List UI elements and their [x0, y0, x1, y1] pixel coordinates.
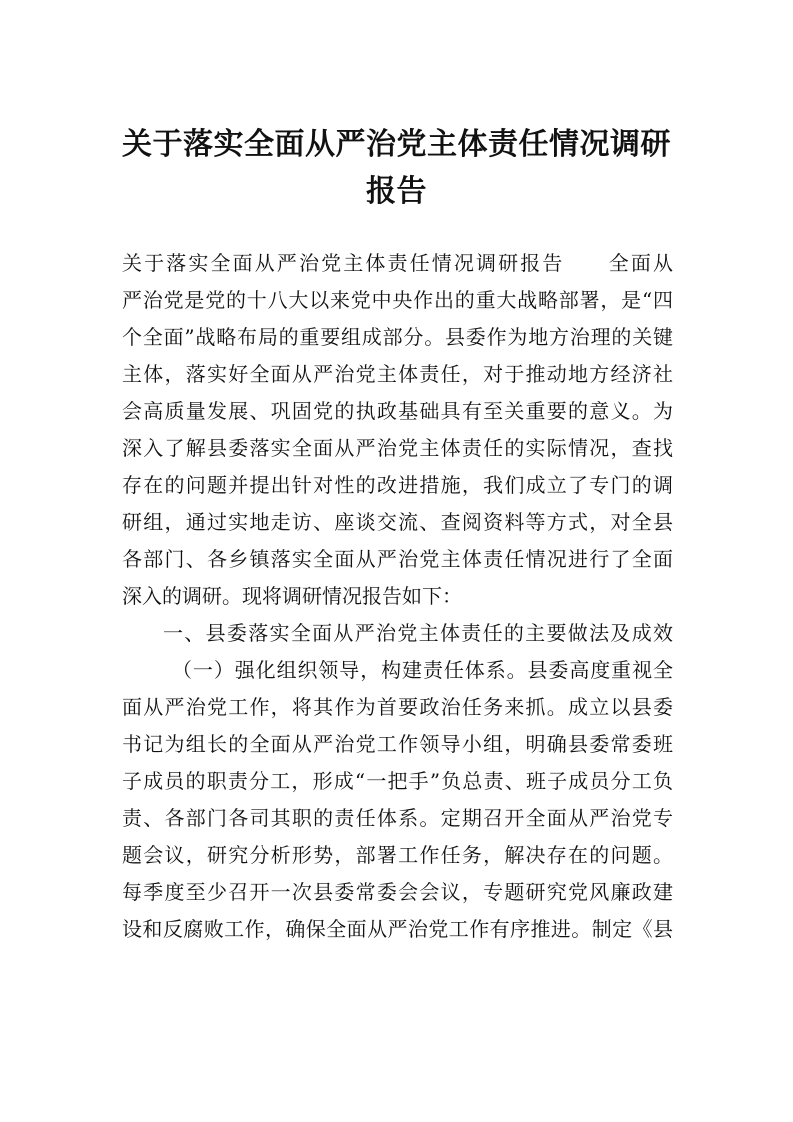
paragraph-line: 研组，通过实地走访、座谈交流、查阅资料等方式，对全县	[122, 510, 673, 534]
paragraph-line: 关于落实全面从严治党主体责任情况调研报告 全面从	[122, 251, 673, 275]
paragraph-line: 设和反腐败工作，确保全面从严治党工作有序推进。制定《县	[122, 917, 673, 941]
paragraph-line: 严治党是党的十八大以来党中央作出的重大战略部署，是“四	[122, 288, 673, 312]
paragraph-line: （一）强化组织领导，构建责任体系。县委高度重视全	[172, 658, 673, 682]
paragraph-line: 责、各部门各司其职的责任体系。定期召开全面从严治党专	[122, 806, 673, 830]
paragraph-line: 深入的调研。现将调研情况报告如下：	[122, 584, 462, 608]
paragraph-line: 会高质量发展、巩固党的执政基础具有至关重要的意义。为	[122, 399, 673, 423]
paragraph-line: 题会议，研究分析形势，部署工作任务，解决存在的问题。	[122, 843, 673, 867]
paragraph-line: 个全面”战略布局的重要组成部分。县委作为地方治理的关键	[122, 325, 673, 349]
paragraph-line: 每季度至少召开一次县委常委会会议，专题研究党风廉政建	[122, 880, 673, 904]
section-heading: 一、县委落实全面从严治党主体责任的主要做法及成效	[163, 621, 673, 645]
paragraph-line: 子成员的职责分工，形成“一把手”负总责、班子成员分工负	[122, 769, 673, 793]
paragraph-line: 书记为组长的全面从严治党工作领导小组，明确县委常委班	[122, 732, 673, 756]
document-title-line-1: 关于落实全面从严治党主体责任情况调研	[122, 127, 671, 162]
document-title-line-2: 报告	[366, 174, 427, 209]
paragraph-line: 各部门、各乡镇落实全面从严治党主体责任情况进行了全面	[122, 547, 673, 571]
paragraph-line: 存在的问题并提出针对性的改进措施，我们成立了专门的调	[122, 473, 673, 497]
paragraph-line: 深入了解县委落实全面从严治党主体责任的实际情况，查找	[122, 436, 673, 460]
paragraph-line: 面从严治党工作，将其作为首要政治任务来抓。成立以县委	[122, 695, 673, 719]
paragraph-line: 主体，落实好全面从严治党主体责任，对于推动地方经济社	[122, 362, 673, 386]
